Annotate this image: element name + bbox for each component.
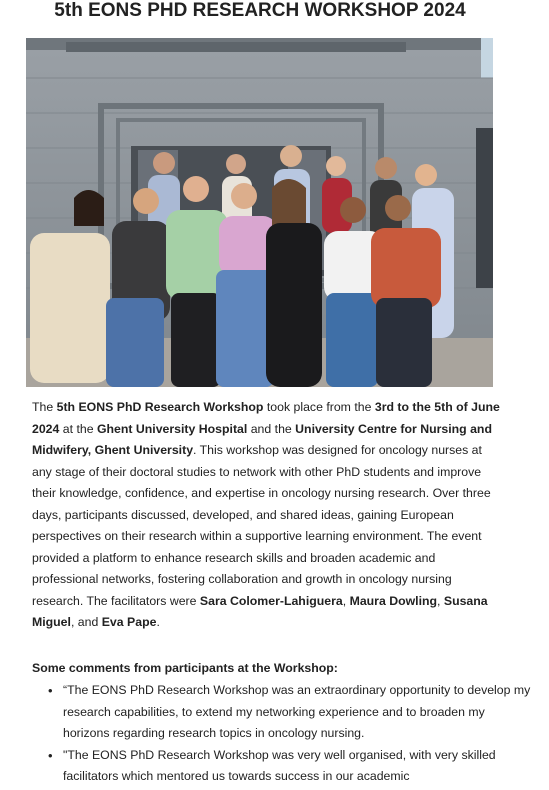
comments-heading: Some comments from participants at the Workshop: xyxy=(32,661,338,675)
facilitator-name: Eva Pape xyxy=(101,615,157,629)
page-title: 5th EONS PHD RESEARCH WORKSHOP 2024 xyxy=(54,0,466,21)
facilitator-name: Sara Colomer-Lahiguera xyxy=(199,593,343,608)
facilitator-name: Maura Dowling xyxy=(349,593,438,608)
comment-item: • “The EONS PhD Research Workshop was an extraordinary opportunity to develop my research capabilities, to extend my networking experience and to broaden my horizons regarding research topics in oncology nursing. xyxy=(63,680,533,745)
workshop-name: 5th EONS PhD Research Workshop xyxy=(56,400,264,414)
comment-item: • "The EONS PhD Research Workshop was very well organised, with very skilled facilitators which mentored us towards success in our academic xyxy=(63,745,533,788)
workshop-description xyxy=(32,397,502,634)
comments-list xyxy=(32,680,533,788)
facilitator-name: Susana Miguel xyxy=(32,593,488,629)
venue-hospital: Ghent University Hospital xyxy=(96,421,248,436)
venue-university: University Centre for Nursing and Midwifery, Ghent University xyxy=(32,421,492,457)
intro-paragraph: The 5th EONS PhD Research Workshop took place from the 3rd to the 5th of June 2024 at the Ghent University Hospital and the University Centre for Nursing and Midwifery, Ghent University. This workshop was designed for oncology nurses at any stage of their doctoral studies to network with other PhD students and improve their knowledge, confidence, and expertise in oncology nursing research. Over three days, participants discussed, developed, and shared ideas, gaining European perspectives on their research within a supportive learning environment. The event provided a platform to enhance research skills and broaden academic and professional networks, fostering collaboration and growth in oncology nursing research. The facilitators were Sara Colomer-Lahiguera, Maura Dowling, Susana Miguel, and Eva Pape. xyxy=(32,400,500,629)
workshop-dates: 3rd to the 5th of June 2024 xyxy=(32,400,500,436)
group-photo xyxy=(26,38,493,387)
